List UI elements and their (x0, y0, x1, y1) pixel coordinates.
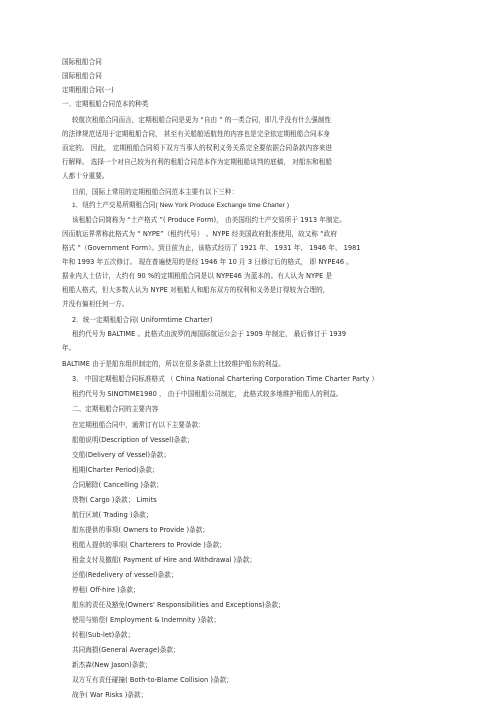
list-heading: 2．统一定期租船合同( Uniformtime Charter) (72, 316, 213, 324)
list-heading: 1．纽约土产交易所期租合同( New York Produce Exchange time Charter ) (72, 202, 290, 209)
clause-item: 船东提供的事项( Owners to Provide )条款； (72, 526, 210, 534)
clause-item: 租船人提供的事项( Charterers to Provide )条款； (72, 541, 226, 549)
clause-item: 战争( War Risks )条款； (72, 691, 148, 699)
clause-item: 交船(Delivery of Vessel)条款； (72, 451, 171, 459)
document-title-repeat: 国际租船合同 (62, 72, 102, 80)
paragraph-line: 较航次租船合同而言，定期租船合同是更为 “自由 ” 的一类合同，即几乎没有什么强制性 (72, 116, 332, 124)
paragraph-line: 租约代号为 SINOTIME1980 ， 由于中国租船公司制定， 此格式较多地维护租船人的利益。 (72, 390, 343, 398)
list-heading: 3． 中国定期租船合同标准格式 （ China National Chartering Corporation Time Charter Party ） (72, 375, 379, 383)
paragraph-line: 该租船合同简称为 “土产格式 ”( Produce Form)， 由美国纽约土产交易所于 1913 年制定。 (72, 216, 346, 224)
paragraph-line: 租船人格式，但大多数人认为 NYPE 对租船人和船东双方的权利和义务是订得较为合理的， (62, 286, 330, 294)
subsection-heading: 一、定期租船合同范本的种类 (62, 100, 149, 108)
paragraph-line: BALTIME 由于是船东组织制定的，所以在很多条款上比较维护船东的利益。 (62, 360, 285, 368)
clause-item: 船舶说明(Description of Vessel)条款； (72, 436, 194, 444)
paragraph-line: 目前，国际上常用的定期租船合同范本主要有以下三种： (72, 188, 239, 196)
paragraph-line: 行解释。 选择一个对自己较为有利的租船合同范本作为定期租船谈判的底稿， 对船东和租船 (62, 158, 333, 166)
subsection-heading: 二、定期租船合同的主要内容 (72, 405, 159, 413)
clause-item: 共同海损(General Average)条款； (72, 646, 180, 654)
clause-item: 货物( Cargo )条款； Limits (72, 496, 157, 504)
clause-item: 船东的责任及豁免(Owners' Responsibilities and Exceptions)条款； (72, 601, 285, 609)
paragraph-line: 格式 ”（Government Form）。到目前为止，该格式经历了 1921 年、 1931 年、 1946 年、 1981 (62, 244, 361, 252)
clause-item: 还船(Redelivery of vessel)条款； (72, 571, 178, 579)
document-title: 国际租船合同 (62, 58, 102, 66)
clause-item: 停租( Off-hire )条款； (72, 586, 140, 594)
clause-item: 航行区域( Trading )条款； (72, 511, 153, 519)
clause-item: 租金支付及撤船( Payment of Hire and Withdrawal )条款； (72, 556, 257, 564)
clause-item: 合同解除( Cancelling )条款； (72, 481, 163, 489)
paragraph-line: 租约代号为 BALTIME 。此格式由波罗的海国际航运公会于 1909 年制定， 最后修订于 1939 (72, 330, 347, 338)
clause-item: 使用与赔偿( Employment & Indemnity )条款； (72, 616, 221, 624)
paragraph-line: 而定的。 因此， 定期租船合同须下双方当事人的权利义务关系完全要依据合同条款内容来进 (62, 144, 333, 152)
clause-item: 新杰森(New Jason)条款； (72, 661, 152, 669)
paragraph-line: 人都十分重要。 (62, 172, 109, 180)
paragraph-line: 年。 (62, 344, 76, 352)
clause-item: 转租(Sub-let)条款； (72, 631, 135, 639)
section-heading: 定期租船合同(一) (62, 86, 114, 94)
paragraph-line: 据业内人士估计，大约有 90 %的定期租船合同是以 NYPE46 为蓝本的。有人认为 NYPE 是 (62, 272, 333, 280)
paragraph-line: 年和 1993 年五次修订。 现在普遍使用的是经 1946 年 10 月 3 日修订后的格式， 即 NYPE46 。 (62, 258, 353, 266)
paragraph-line: 因而航运界常称此格式为 “ NYPE”（租约代号） 。NYPE 经美国政府批准使用，故又称 “政府 (62, 230, 337, 238)
paragraph-line: 在定期租船合同中，通常订有以下主要条款： (72, 421, 205, 429)
paragraph-line: 并没有偏袒任何一方。 (62, 300, 129, 308)
clause-item: 租期(Charter Period)条款； (72, 466, 159, 474)
paragraph-line: 的法律规范适用于定期租船合同， 甚至有关船舶适航性的内容也是完全依定期租船合同本身 (62, 130, 330, 138)
clause-item: 双方互有责任碰撞( Both-to-Blame Collision )条款； (72, 676, 233, 684)
